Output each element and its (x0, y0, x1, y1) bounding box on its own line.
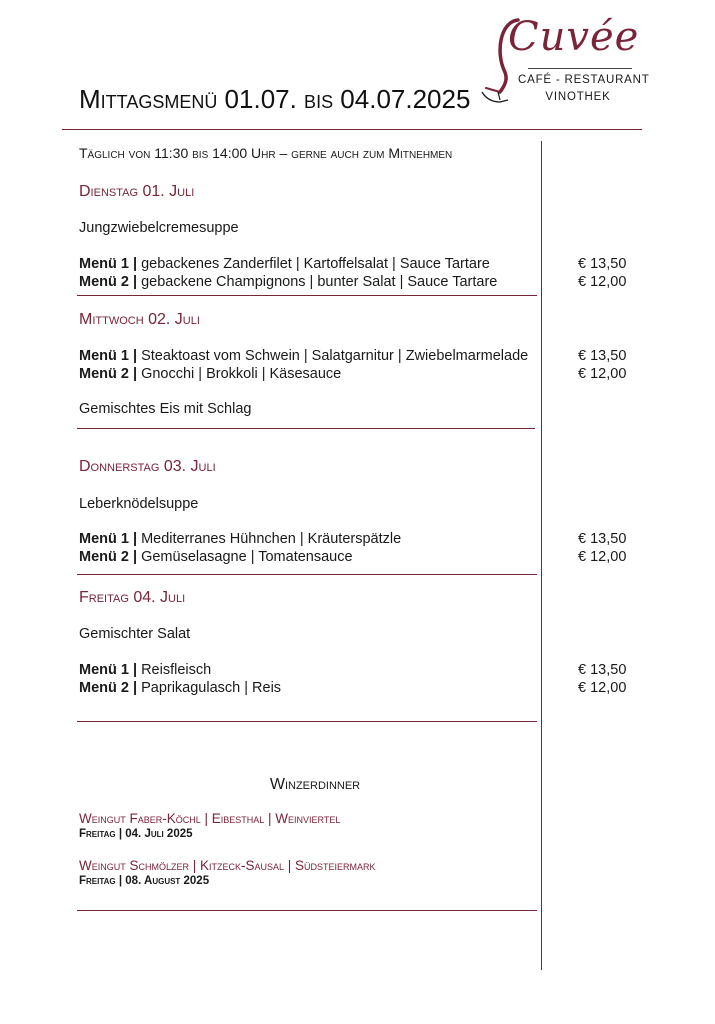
menu-line (79, 531, 401, 547)
section-divider (77, 721, 537, 722)
section-divider (77, 295, 537, 296)
day-title-friday: Freitag 04. Juli (79, 589, 186, 606)
menu-text: Mediterranes Hühnchen | Kräuterspätzle (141, 531, 402, 547)
menu-line (79, 348, 528, 364)
menu-price: € 12,00 (578, 274, 627, 290)
winzerdinner-title: Winzerdinner (269, 776, 361, 793)
day-title-tuesday: Dienstag 01. Juli (79, 183, 195, 200)
logo-subtitle-line2: VINOTHEK (545, 91, 611, 103)
menu-price: € 13,50 (578, 662, 627, 678)
menu-line (79, 680, 281, 696)
day-title-wednesday: Mittwoch 02. Juli (79, 311, 200, 328)
event-date: Freitag | 04. Juli 2025 (79, 828, 193, 840)
menu-text: Steaktoast vom Schwein | Salatgarnitur | Zwiebelmarmelade (141, 348, 529, 364)
menu-label: Menü 2 | (79, 366, 138, 382)
page-title: Mittagsmenü 01.07. bis 04.07.2025 (79, 84, 471, 114)
menu-price: € 13,50 (578, 531, 627, 547)
menu-text: Paprikagulasch | Reis (141, 680, 282, 696)
section-divider (77, 428, 535, 429)
section-divider (77, 910, 537, 911)
restaurant-logo (478, 12, 648, 112)
menu-price: € 12,00 (578, 680, 627, 696)
menu-line (79, 256, 490, 272)
dessert-wednesday: Gemischtes Eis mit Schlag (79, 401, 252, 417)
day-title-thursday: Donnerstag 03. Juli (79, 458, 216, 475)
price-column-divider (541, 141, 542, 970)
menu-text: gebackenes Zanderfilet | Kartoffelsalat | Sauce Tartare (141, 256, 490, 272)
logo-script-text: Cuvée (508, 14, 640, 60)
starter-tuesday: Jungzwiebelcremesuppe (79, 220, 239, 236)
menu-line (79, 274, 497, 290)
starter-thursday: Leberknödelsuppe (79, 496, 199, 512)
menu-line (79, 549, 353, 565)
menu-text: Gnocchi | Brokkoli | Käsesauce (141, 366, 342, 382)
menu-line (79, 366, 341, 382)
menu-price: € 13,50 (578, 348, 627, 364)
section-divider (77, 574, 537, 575)
event-date: Freitag | 08. August 2025 (79, 875, 210, 887)
menu-price: € 12,00 (578, 366, 627, 382)
logo-divider (528, 68, 632, 69)
menu-price: € 12,00 (578, 549, 627, 565)
logo-subtitle-line1: CAFÉ - RESTAURANT (518, 74, 650, 86)
menu-label: Menü 1 | (79, 348, 138, 364)
starter-friday: Gemischter Salat (79, 626, 191, 642)
header-divider (62, 129, 642, 130)
menu-line (79, 662, 211, 678)
menu-text: Reisfleisch (141, 662, 212, 678)
menu-label: Menü 1 | (79, 531, 138, 547)
menu-text: Gemüselasagne | Tomatensauce (141, 549, 353, 565)
menu-label: Menü 1 | (79, 256, 138, 272)
menu-label: Menü 2 | (79, 274, 138, 290)
menu-text: gebackene Champignons | bunter Salat | Sauce Tartare (141, 274, 498, 290)
event-title: Weingut Faber-Köchl | Eibesthal | Weinviertel (79, 811, 341, 826)
menu-label: Menü 1 | (79, 662, 138, 678)
menu-label: Menü 2 | (79, 549, 138, 565)
opening-hours: Täglich von 11:30 bis 14:00 Uhr – gerne auch zum Mitnehmen (79, 145, 453, 161)
menu-label: Menü 2 | (79, 680, 138, 696)
event-title: Weingut Schmölzer | Kitzeck-Sausal | Südsteiermark (79, 858, 376, 873)
menu-price: € 13,50 (578, 256, 627, 272)
